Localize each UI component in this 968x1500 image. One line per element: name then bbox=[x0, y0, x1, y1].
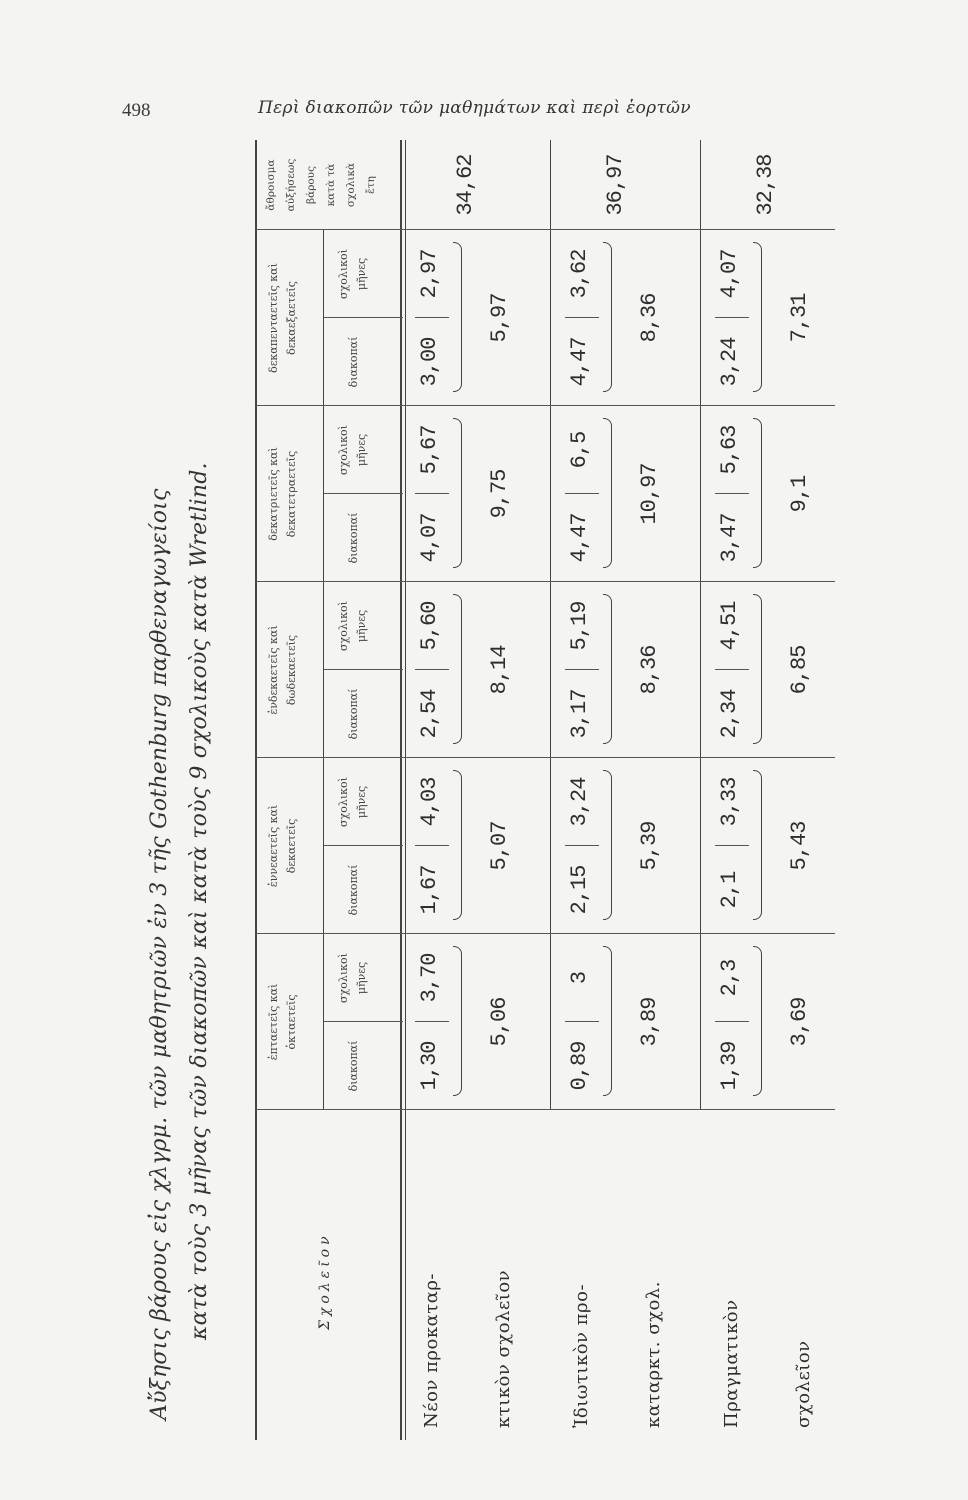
sum-brace bbox=[453, 242, 462, 392]
sum-brace bbox=[603, 594, 612, 744]
total-header-line: κατὰ τὰ bbox=[325, 163, 337, 207]
holiday-gain-value: 3,47 bbox=[717, 513, 742, 563]
sub-header-holidays: διακοπαί bbox=[347, 1040, 360, 1092]
age-group-line: ἑνδεκαετεῖς καὶ bbox=[267, 625, 280, 715]
sum-value: 9,75 bbox=[487, 469, 512, 519]
sum-value: 6,85 bbox=[787, 645, 812, 695]
holiday-gain-value: 2,15 bbox=[567, 865, 592, 915]
sum-brace bbox=[453, 770, 462, 920]
sub-header-school bbox=[335, 582, 371, 670]
row-rule-1 bbox=[550, 140, 551, 1110]
sum-value: 9,1 bbox=[787, 475, 812, 513]
age-group-line: ὀκταετεῖς bbox=[285, 994, 298, 1050]
school-gain-value: 6,5 bbox=[567, 431, 592, 469]
sub-header-line: σχολικοὶ bbox=[337, 249, 350, 299]
running-head bbox=[0, 96, 968, 126]
holiday-gain-value: 3,00 bbox=[417, 337, 442, 387]
holiday-gain-value: 2,1 bbox=[717, 871, 742, 909]
age-group-line: ἑπταετεῖς καὶ bbox=[267, 983, 280, 1061]
school-gain-value: 5,63 bbox=[717, 425, 742, 475]
rotated-table-region bbox=[145, 140, 835, 1440]
school-gain-value: 5,19 bbox=[567, 601, 592, 651]
total-value: 32,38 bbox=[753, 154, 778, 216]
age-group-header bbox=[265, 230, 301, 406]
sub-header-holidays: διακοπαί bbox=[347, 688, 360, 740]
age-group-header bbox=[265, 934, 301, 1110]
school-gain-value: 4,51 bbox=[717, 601, 742, 651]
total-header-line: ἄθροισμα bbox=[265, 159, 277, 211]
sum-brace bbox=[753, 946, 762, 1096]
sub-header-line: σχολικοὶ bbox=[337, 777, 350, 827]
table-caption bbox=[145, 140, 235, 1440]
sum-value: 8,14 bbox=[487, 645, 512, 695]
page-number: 498 bbox=[122, 100, 151, 121]
header-sub-rule bbox=[323, 230, 324, 1110]
school-gain-value: 3,70 bbox=[417, 953, 442, 1003]
sum-brace bbox=[603, 242, 612, 392]
sub-header-line: μῆνες bbox=[355, 609, 368, 643]
sub-header-line: μῆνες bbox=[355, 433, 368, 467]
sum-brace bbox=[453, 418, 462, 568]
top-rule bbox=[255, 140, 257, 1440]
holiday-gain-value: 2,34 bbox=[717, 689, 742, 739]
age-group-header bbox=[265, 582, 301, 758]
sum-value: 7,31 bbox=[787, 293, 812, 343]
row-label-line-1: Ἰδιωτικὸν προ- bbox=[571, 1283, 592, 1428]
sub-header-line: σχολικοὶ bbox=[337, 425, 350, 475]
school-gain-value: 2,3 bbox=[717, 959, 742, 997]
age-group-line: δωδεκαετεῖς bbox=[285, 634, 298, 706]
row-header: Σχολεῖον bbox=[317, 1232, 333, 1330]
sum-value: 5,97 bbox=[487, 293, 512, 343]
sum-value: 5,39 bbox=[637, 821, 662, 871]
holiday-gain-value: 1,30 bbox=[417, 1041, 442, 1091]
age-group-line: δεκαετεῖς bbox=[285, 818, 298, 874]
school-gain-value: 4,07 bbox=[717, 249, 742, 299]
running-title: Περὶ διακοπῶν τῶν μαθημάτων καὶ περὶ ἑορτῶν bbox=[258, 98, 691, 118]
row-rule-2 bbox=[700, 140, 701, 1110]
sub-header-holidays: διακοπαί bbox=[347, 336, 360, 388]
header-bottom-rule-2 bbox=[405, 140, 406, 1440]
school-gain-value: 4,03 bbox=[417, 777, 442, 827]
sub-header-line: μῆνες bbox=[355, 785, 368, 819]
total-header-line: αὐξήσεως bbox=[285, 158, 297, 212]
holiday-gain-value: 4,47 bbox=[567, 337, 592, 387]
weight-gain-table bbox=[255, 140, 835, 1440]
school-gain-value: 3,24 bbox=[567, 777, 592, 827]
sum-value: 5,06 bbox=[487, 997, 512, 1047]
holiday-gain-value: 4,47 bbox=[567, 513, 592, 563]
sub-header-school bbox=[335, 406, 371, 494]
row-label-line-2: σχολεῖον bbox=[793, 1340, 814, 1428]
age-group-line: δεκατριετεῖς καὶ bbox=[267, 447, 280, 541]
sum-value: 3,69 bbox=[787, 997, 812, 1047]
total-value: 36,97 bbox=[603, 154, 628, 216]
school-gain-value: 3 bbox=[567, 971, 592, 985]
sum-brace bbox=[603, 770, 612, 920]
sum-brace bbox=[753, 594, 762, 744]
holiday-gain-value: 2,54 bbox=[417, 689, 442, 739]
sum-brace bbox=[453, 946, 462, 1096]
sum-brace bbox=[603, 946, 612, 1096]
school-gain-value: 3,62 bbox=[567, 249, 592, 299]
col-rule-label bbox=[255, 1109, 835, 1110]
school-gain-value: 3,33 bbox=[717, 777, 742, 827]
sum-brace bbox=[753, 242, 762, 392]
total-header-line: σχολικὰ bbox=[345, 162, 357, 208]
sub-header-line: μῆνες bbox=[355, 257, 368, 291]
holiday-gain-value: 3,24 bbox=[717, 337, 742, 387]
school-gain-value: 2,97 bbox=[417, 249, 442, 299]
row-label-line-1: Πραγματικὸν bbox=[721, 1299, 742, 1428]
holiday-gain-value: 0,89 bbox=[567, 1041, 592, 1091]
sub-header-line: μῆνες bbox=[355, 961, 368, 995]
sub-header-line: σχολικοὶ bbox=[337, 601, 350, 651]
school-gain-value: 5,60 bbox=[417, 601, 442, 651]
sum-value: 5,07 bbox=[487, 821, 512, 871]
sub-header-holidays: διακοπαί bbox=[347, 864, 360, 916]
caption-line-1: Αὔξησις βάρους εἰς χλγρμ. τῶν μαθητριῶν ἐν 3 τῆς Gothenburg παρθεναγωγείοις bbox=[147, 488, 172, 1420]
sum-value: 10,97 bbox=[637, 463, 662, 525]
total-value: 34,62 bbox=[453, 154, 478, 216]
holiday-gain-value: 3,17 bbox=[567, 689, 592, 739]
sum-brace bbox=[753, 418, 762, 568]
sum-value: 8,36 bbox=[637, 645, 662, 695]
sub-header-school bbox=[335, 230, 371, 318]
holiday-gain-value: 1,67 bbox=[417, 865, 442, 915]
age-group-line: δεκαπενταετεῖς καὶ bbox=[267, 263, 280, 373]
row-label-line-2: κτικὸν σχολεῖον bbox=[493, 1269, 514, 1428]
sub-header-school bbox=[335, 934, 371, 1022]
total-header bbox=[261, 140, 381, 230]
holiday-gain-value: 4,07 bbox=[417, 513, 442, 563]
sub-header-school bbox=[335, 758, 371, 846]
sum-brace bbox=[453, 594, 462, 744]
caption-line-2: κατὰ τοὺς 3 μῆνας τῶν διακοπῶν καὶ κατὰ τοὺς 9 σχολικοὺς κατὰ Wretlind. bbox=[187, 462, 212, 1340]
sum-value: 3,89 bbox=[637, 997, 662, 1047]
age-group-header bbox=[265, 406, 301, 582]
age-group-line: δεκαεξαετεῖς bbox=[285, 281, 298, 355]
sum-value: 5,43 bbox=[787, 821, 812, 871]
row-label-line-1: Νέον προκαταρ- bbox=[421, 1272, 442, 1428]
age-group-line: δεκατετραετεῖς bbox=[285, 450, 298, 538]
sum-brace bbox=[603, 418, 612, 568]
age-group-header bbox=[265, 758, 301, 934]
header-bottom-rule bbox=[400, 140, 402, 1440]
sub-header-line: σχολικοὶ bbox=[337, 953, 350, 1003]
total-header-line: βάρους bbox=[305, 166, 317, 204]
school-gain-value: 5,67 bbox=[417, 425, 442, 475]
age-group-line: ἐννεαετεῖς καὶ bbox=[267, 804, 280, 888]
sub-header-holidays: διακοπαί bbox=[347, 512, 360, 564]
row-label-line-2: καταρκτ. σχολ. bbox=[643, 1281, 664, 1428]
total-header-line: ἔτη bbox=[365, 176, 377, 194]
holiday-gain-value: 1,39 bbox=[717, 1041, 742, 1091]
sum-brace bbox=[753, 770, 762, 920]
sum-value: 8,36 bbox=[637, 293, 662, 343]
